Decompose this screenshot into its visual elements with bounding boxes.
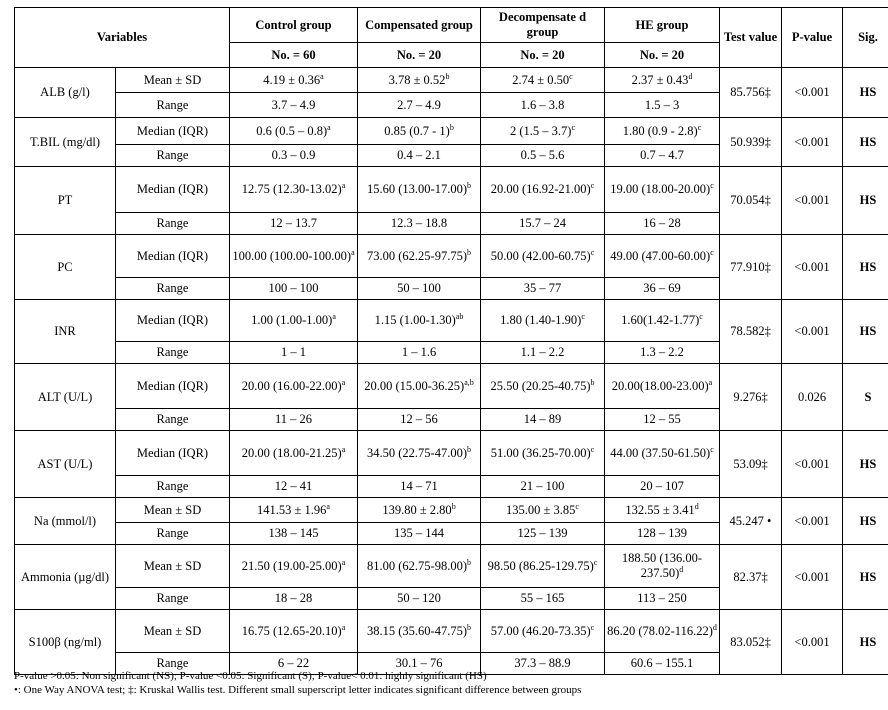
group-value-cell [605,364,720,409]
group-value-cell [481,342,605,364]
p-value: <0.001 [782,68,843,118]
value-text: 1.6 – 3.8 [520,97,565,112]
significance: HS [843,235,888,300]
group-value-cell [605,145,720,167]
significance-letter: b [467,444,471,454]
value-text: 12.3 – 18.8 [390,216,448,230]
variable-name: S100β (ng/ml) [15,610,116,675]
significance-letter: c [697,122,702,132]
significance: HS [843,300,888,364]
statistic-label: Mean ± SD [116,498,230,523]
variable-name: INR [15,300,116,364]
group-value-cell [358,213,481,235]
group-value-cell [230,610,358,653]
value-text: 113 – 250 [637,591,687,605]
value-text: 0.7 – 4.7 [640,148,684,162]
value-text: 1.15 (1.00-1.30) [374,313,456,327]
group-value-cell [605,118,720,145]
group-value-cell [358,68,481,93]
significance-letter: d [694,501,699,511]
value-text: 0.6 (0.5 – 0.8) [256,123,328,138]
group-value-cell [230,588,358,610]
group-value-cell [605,213,720,235]
group-value-cell [605,476,720,498]
significance: HS [843,68,888,118]
group-value-cell [230,523,358,545]
group-value-cell [358,93,481,118]
statistic-label: Range [116,93,230,118]
value-text: 20.00 (18.00-21.25) [241,445,342,460]
group-value-cell [605,523,720,545]
test-value: 53.09‡ [720,431,782,498]
statistic-label: Range [116,588,230,610]
p-value: <0.001 [782,118,843,167]
value-text: 20.00(18.00-23.00) [611,378,709,393]
group-value-cell [605,278,720,300]
significance: HS [843,545,888,610]
value-text: 21.50 (19.00-25.00) [241,558,342,573]
value-text: 0.85 (0.7 - 1) [384,123,450,138]
variable-name: ALT (U/L) [15,364,116,431]
value-text: 14 – 71 [400,479,438,493]
significance-letter: a [708,377,713,387]
value-text: 16 – 28 [643,216,681,230]
significance-letter: b [467,557,471,567]
value-text: 81.00 (62.75-98.00) [367,558,467,573]
group-value-cell [481,409,605,431]
group-value-cell [230,545,358,588]
significance-letter: b [451,501,456,511]
significance-letter: c [590,622,595,632]
results-table [14,7,888,675]
group-value-cell [481,93,605,118]
value-text: 1.5 – 3 [644,97,680,112]
value-text: 139.80 ± 2.80 [382,502,452,517]
value-text: 128 – 139 [637,526,687,540]
p-value: <0.001 [782,431,843,498]
significance-letter: a [341,180,346,190]
test-value: 50.939‡ [720,118,782,167]
significance: HS [843,431,888,498]
significance-letter: a [332,311,336,321]
value-text: 3.78 ± 0.52 [388,72,446,87]
group-value-cell [230,476,358,498]
group-value-cell [230,278,358,300]
variable-name: T.BIL (mg/dl) [15,118,116,167]
significance-letter: b [467,622,471,632]
group-value-cell [230,68,358,93]
group-value-cell [230,431,358,476]
statistic-label: Range [116,476,230,498]
value-text: 34.50 (22.75-47.00) [367,445,467,460]
table-row [15,545,888,588]
statistic-label: Range [116,278,230,300]
test-value: 83.052‡ [720,610,782,675]
test-value: 85.756‡ [720,68,782,118]
value-text: 11 – 26 [274,412,313,426]
header-group-decompensated: Decompensate d group [481,8,605,43]
group-value-cell [230,145,358,167]
group-value-cell [481,431,605,476]
group-value-cell [358,523,481,545]
group-value-cell [481,118,605,145]
value-text: 132.55 ± 3.41 [625,502,695,517]
group-value-cell [230,498,358,523]
value-text: 15.7 – 24 [519,216,566,230]
value-text: 0.4 – 2.1 [397,148,441,162]
significance-letter: c [710,247,714,257]
table-row [15,610,888,653]
group-value-cell [481,213,605,235]
test-value: 9.276‡ [720,364,782,431]
table-row [15,118,888,145]
value-text: 50.00 (42.00-60.75) [490,248,591,263]
table-row [15,431,888,476]
value-text: 73.00 (62.25-97.75) [367,248,467,263]
variable-name: PC [15,235,116,300]
group-value-cell [481,235,605,278]
group-value-cell [358,167,481,213]
value-text: 51.00 (36.25-70.00) [490,445,591,460]
value-text: 15.60 (13.00-17.00) [367,182,467,196]
group-value-cell [358,498,481,523]
header-n-he: No. = 20 [605,43,720,68]
value-text: 18 – 28 [274,591,313,605]
significance-letter: a [326,501,330,511]
value-text: 4.19 ± 0.36 [263,72,321,87]
group-value-cell [230,300,358,342]
value-text: 2.7 – 4.9 [397,97,441,112]
value-text: 141.53 ± 1.96 [257,502,327,517]
header-p-value: P-value [782,8,843,68]
value-text: 20.00 (15.00-36.25) [364,378,465,393]
significance: HS [843,498,888,545]
table-row [15,235,888,278]
table-body [15,68,888,675]
value-text: 98.50 (86.25-129.75) [487,558,594,573]
significance-letter: a [341,557,346,567]
header-sig: Sig. [843,8,888,68]
statistic-label: Median (IQR) [116,364,230,409]
group-value-cell [605,545,720,588]
group-value-cell [481,498,605,523]
value-text: 20 – 107 [640,479,684,493]
value-text: 50 – 120 [397,591,441,605]
significance-letter: c [569,71,573,81]
group-value-cell [230,93,358,118]
statistic-label: Range [116,653,230,675]
group-value-cell [230,118,358,145]
value-text: 12.75 (12.30-13.02) [241,182,342,196]
value-text: 16.75 (12.65-20.10) [241,623,342,638]
value-text: 12 – 41 [274,479,313,493]
group-value-cell [605,342,720,364]
significance: HS [843,610,888,675]
value-text: 100.00 (100.00-100.00) [232,248,352,263]
group-value-cell [481,476,605,498]
significance-letter: a [327,122,331,132]
statistic-label: Range [116,145,230,167]
significance-letter: b [445,71,450,81]
value-text: 20.00 (16.00-22.00) [241,378,342,393]
value-text: 35 – 77 [523,281,562,295]
p-value: <0.001 [782,498,843,545]
group-value-cell [605,167,720,213]
header-n-compensated: No. = 20 [358,43,481,68]
group-value-cell [605,235,720,278]
value-text: 135 – 144 [394,526,444,540]
group-value-cell [230,409,358,431]
significance-letter: c [590,180,595,190]
statistic-label: Median (IQR) [116,235,230,278]
table-row [15,364,888,409]
significance-letter: c [581,311,585,321]
group-value-cell [481,364,605,409]
p-value: <0.001 [782,167,843,235]
value-text: 6 – 22 [277,656,310,670]
value-text: 3.7 – 4.9 [271,97,316,112]
significance: HS [843,118,888,167]
group-value-cell [358,364,481,409]
significance-letter: b [449,122,454,132]
p-value: <0.001 [782,300,843,364]
group-value-cell [481,588,605,610]
group-value-cell [605,610,720,653]
table-row [15,498,888,523]
header-group-control: Control group [230,8,358,43]
statistic-label: Median (IQR) [116,118,230,145]
value-text: 50 – 100 [397,281,441,295]
variable-name: Na (mmol/l) [15,498,116,545]
significance: HS [843,167,888,235]
value-text: 21 – 100 [520,479,565,493]
header-variables: Variables [15,8,230,68]
variable-name: PT [15,167,116,235]
table-row [15,68,888,93]
p-value: 0.026 [782,364,843,431]
group-value-cell [230,213,358,235]
statistic-label: Mean ± SD [116,610,230,653]
test-value: 70.054‡ [720,167,782,235]
group-value-cell [481,523,605,545]
header-n-decompensated: No. = 20 [481,43,605,68]
value-text: 0.5 – 5.6 [520,148,565,162]
group-value-cell [358,145,481,167]
group-value-cell [605,498,720,523]
value-text: 1.00 (1.00-1.00) [251,313,333,327]
significance-letter: ab [455,311,464,321]
value-text: 12 – 13.7 [270,216,317,230]
value-text: 2 (1.5 – 3.7) [509,123,572,138]
significance-letter: a,b [464,377,474,387]
value-text: 1.80 (1.40-1.90) [500,313,582,327]
group-value-cell [230,342,358,364]
group-value-cell [358,235,481,278]
significance-letter: c [590,444,595,454]
significance-letter: d [688,71,693,81]
value-text: 100 – 100 [268,281,319,295]
significance-letter: a [341,622,346,632]
value-text: 1.80 (0.9 - 2.8) [622,123,698,138]
significance-letter: c [575,501,579,511]
value-text: 2.37 ± 0.43 [631,72,689,87]
group-value-cell [605,300,720,342]
group-value-cell [481,167,605,213]
value-text: 12 – 56 [400,412,438,426]
significance-letter: a [320,71,324,81]
value-text: 14 – 89 [523,412,562,426]
group-value-cell [481,545,605,588]
value-text: 55 – 165 [520,591,565,605]
value-text: 1 – 1 [281,345,306,359]
significance-letter: b [467,180,471,190]
significance-letter: c [571,122,575,132]
value-text: 19.00 (18.00-20.00) [610,182,711,196]
value-text: 57.00 (46.20-73.35) [490,623,591,638]
test-value: 77.910‡ [720,235,782,300]
statistic-label: Median (IQR) [116,431,230,476]
footnote-significance: P-value >0.05: Non significant (NS); P-value <0.05: Significant (S); P-value< 0.01: highly significant (HS) [14,670,487,682]
value-text: 1.3 – 2.2 [640,345,684,359]
statistic-label: Range [116,409,230,431]
header-group-compensated: Compensated group [358,8,481,43]
group-value-cell [358,476,481,498]
value-text: 138 – 145 [268,526,319,540]
group-value-cell [605,68,720,93]
statistic-label: Range [116,213,230,235]
p-value: <0.001 [782,545,843,610]
significance: S [843,364,888,431]
group-value-cell [230,235,358,278]
group-value-cell [481,68,605,93]
value-text: 188.50 (136.00-237.50) [621,551,703,580]
table-row [15,300,888,342]
statistic-label: Mean ± SD [116,68,230,93]
value-text: 60.6 – 155.1 [630,656,694,670]
variable-name: ALB (g/l) [15,68,116,118]
statistic-label: Range [116,342,230,364]
significance-letter: c [593,557,598,567]
value-text: 0.3 – 0.9 [271,148,316,162]
statistic-label: Median (IQR) [116,167,230,213]
group-value-cell [605,409,720,431]
p-value: <0.001 [782,610,843,675]
value-text: 1 – 1.6 [401,345,437,359]
statistic-label: Mean ± SD [116,545,230,588]
value-text: 125 – 139 [517,526,568,540]
value-text: 20.00 (16.92-21.00) [490,182,591,196]
group-value-cell [605,93,720,118]
significance-letter: c [590,247,595,257]
significance-letter: b [590,377,595,387]
value-text: 1.60(1.42-1.77) [621,313,700,327]
header-n-control: No. = 60 [230,43,358,68]
value-text: 12 – 55 [643,412,681,426]
table-footnotes [14,669,878,697]
significance-letter: a [341,377,346,387]
test-value: 82.37‡ [720,545,782,610]
group-value-cell [358,278,481,300]
value-text: 25.50 (20.25-40.75) [490,378,591,393]
group-value-cell [358,342,481,364]
statistic-label: Median (IQR) [116,300,230,342]
significance-letter: a [341,444,346,454]
value-text: 44.00 (37.50-61.50) [610,445,711,460]
group-value-cell [358,431,481,476]
statistic-label: Range [116,523,230,545]
group-value-cell [481,610,605,653]
table-row [15,167,888,213]
header-test-value: Test value [720,8,782,68]
group-value-cell [358,409,481,431]
value-text: 36 – 69 [643,281,681,295]
group-value-cell [481,145,605,167]
group-value-cell [358,588,481,610]
value-text: 135.00 ± 3.85 [506,502,576,517]
variable-name: Ammonia (µg/dl) [15,545,116,610]
significance-letter: c [710,444,714,454]
group-value-cell [230,364,358,409]
group-value-cell [358,300,481,342]
value-text: 38.15 (35.60-47.75) [367,623,467,638]
test-value: 78.582‡ [720,300,782,364]
test-value: 45.247 • [720,498,782,545]
group-value-cell [358,545,481,588]
significance-letter: a [351,247,355,257]
significance-letter: d [679,564,684,574]
value-text: 37.3 – 88.9 [514,656,571,670]
value-text: 1.1 – 2.2 [520,345,565,359]
group-value-cell [230,167,358,213]
significance-letter: c [710,180,714,190]
group-value-cell [481,300,605,342]
header-group-he: HE group [605,8,720,43]
significance-letter: b [467,247,471,257]
variable-name: AST (U/L) [15,431,116,498]
group-value-cell [358,118,481,145]
significance-letter: d [712,622,717,632]
value-text: 2.74 ± 0.50 [512,72,570,87]
group-value-cell [481,278,605,300]
value-text: 86.20 (78.02-116.22) [607,623,713,638]
footnote-tests: •: One Way ANOVA test; ‡: Kruskal Wallis test. Different small superscript letter indicates significant difference between groups [14,684,582,696]
group-value-cell [358,610,481,653]
group-value-cell [605,588,720,610]
value-text: 30.1 – 76 [395,656,443,670]
group-value-cell [605,431,720,476]
value-text: 49.00 (47.00-60.00) [610,248,711,263]
p-value: <0.001 [782,235,843,300]
significance-letter: c [699,311,703,321]
